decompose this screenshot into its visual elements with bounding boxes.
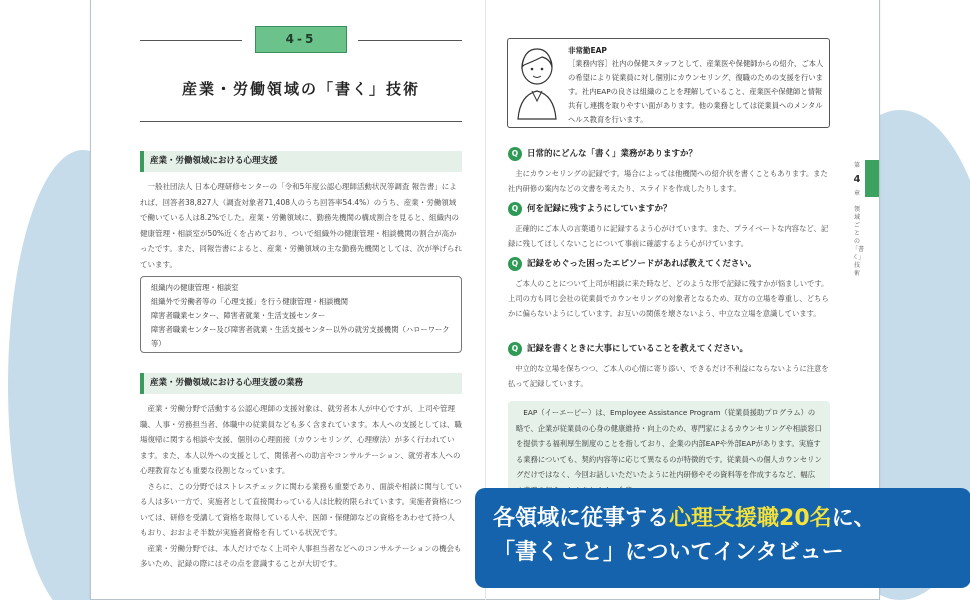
page-title: 産業・労働領域の「書く」技術: [181, 80, 420, 98]
chapter-prefix: 第: [853, 162, 860, 169]
interviewee-name: 非常勤EAP: [568, 46, 607, 55]
header-rule-right: [358, 40, 462, 41]
question-text: 何を記録に残すようにしていますか？: [527, 204, 672, 214]
header-rule-left: [140, 40, 242, 41]
question-1: [508, 146, 830, 162]
answer-1: 主にカウンセリングの記録です。場合によっては他機関への紹介状を書くこともあります。また社内研修の案内などの文書を考えたり、スライドを作成したりします。: [508, 169, 828, 193]
question-text: 記録をめぐった困ったエピソードがあれば教えてください。: [527, 259, 757, 269]
question-text: 記録を書くときに大事にしていることを教えてください。: [527, 344, 749, 354]
list-item: 組織内の健康管理・相談室: [151, 283, 239, 292]
section-number-tab: 4-5: [255, 26, 347, 53]
question-badge-icon: Q: [508, 342, 522, 356]
list-item: 障害者職業センター及び障害者就業・生活支援センター以外の就労支援機関（ハローワーク等）: [151, 325, 450, 348]
paragraph: 一般社団法人 日本心理研修センターの「令和5年度公認心理師活動状況等調査 報告書」によれば、回答者38,827人（調査対象者71,408人のうち回答率54.4%）のうち、産業・労働領域で働いている人は8.2%でした。産業・労働領域に、勤務先機関の構成割合を見ると、組織内の健康管理・相談室が50%近くを占めており、ついで組織外の健康管理・相談機関の割合が高かったです。また、同報告書によると、産業・労働領域の主な勤務先機関としては、次が挙げられています。: [140, 182, 462, 269]
question-badge-icon: Q: [508, 147, 522, 161]
list-item: 組織外で労働者等の「心理支援」を行う健康管理・相談機関: [151, 297, 349, 306]
answer-4: 中立的な立場を保ちつつ、ご本人の心情に寄り添い、できるだけ不利益にならないように注意を払って記録しています。: [508, 364, 829, 388]
question-4: [508, 341, 830, 357]
section-body-psych-support: [140, 179, 462, 272]
banner-text: に、: [831, 506, 876, 531]
chapter-suffix: 章: [853, 190, 860, 197]
banner-line-1: [493, 502, 970, 536]
question-badge-icon: Q: [508, 202, 522, 216]
banner-line-2: 「書くこと」についてインタビュー: [493, 540, 844, 565]
interviewee-profile: [507, 38, 830, 128]
list-item: 障害者職業センター、障害者就業・生活支援センター: [151, 311, 326, 320]
banner-text: 各領域に従事する: [493, 506, 670, 531]
section-body-support-work: [140, 401, 462, 572]
interviewee-description: ［業務内容］社内の保健スタッフとして、産業医や保健師からの紹介、ご本人の希望により従業員に対し個別にカウンセリング、復職のための支援を行います。社内EAPの良さは組織のことを理解していること、産業医や保健師と情報共有し連携を取りやすい面があります。他の業務としては従業員へのメンタルヘルス教育を行います。: [568, 59, 824, 124]
paragraph: 産業・労働分野で活動する公認心理師の支援対象は、就労者本人が中心ですが、上司や管理職、人事・労務担当者、体職中の従業員なども多く含まれています。本人への支援としては、職場復帰に関する相談や支援、個別の心理面接（カウンセリング、心理療法）が多く行われています。また、本人以外への支援として、関係者への助言やコンサルテーション、就労者本人への心理教育なども重要な役割となっています。: [140, 404, 462, 475]
question-2: [508, 201, 830, 217]
chapter-number: 4: [853, 174, 861, 185]
paragraph: 産業・労働分野では、本人だけでなく上司や人事担当者などへのコンサルテーションの機会も多いため、記録の際にはその点を意識することが大切です。: [140, 543, 462, 568]
chapter-index-tab: [865, 160, 879, 197]
question-3: [508, 256, 830, 272]
interview-caption-banner: [475, 488, 970, 588]
answer-3: ご本人のことについて上司が相談に来た時など、どのような形で記録に残すかが悩ましいです。上司の方も同じ会社の従業員でカウンセリングの対象者となるため、双方の立場を尊重し、どちらかに偏らないようにしています。お互いの関係を壊さないよう、中立な立場を意識しています。: [508, 279, 829, 318]
question-badge-icon: Q: [508, 257, 522, 271]
workplace-list-box: [140, 276, 462, 353]
chapter-title-vertical: 領域ごとの「書く」技術: [852, 206, 865, 277]
title-divider: [140, 121, 462, 122]
answer-2: 正確的にご本人の言葉通りに記録するよう心がけています。また、プライベートな内容など、記録に残してほしくないことについて事前に確認するよう心がけています。: [508, 224, 829, 248]
paragraph: さらに、この分野ではストレスチェックに関わる業務も重要であり、面談や相談に関与している人は多い一方で、実施者として直接関わっている人は比較的限られています。実施者資格については、研修を受講して資格を取得している人や、医師・保健師などの資格をあわせて持つ人もおり、おおよそ半数が実施者資格を有している状況です。: [140, 481, 462, 537]
question-text: 日常的にどんな「書く」業務がありますか？: [527, 149, 698, 159]
eap-note-box: EAP（イーエーピー）は、Employee Assistance Program（従業員援助プログラム）の略で、企業が従業員の心身の健康維持・向上のため、専門家によるカウンセリングや相談窓口を提供する福利厚生制度のことを指しており、企業の内部EAPや外部EAPがあります。実施する業務についても、契約内容等に応じて異なるのが特徴的です。従業員への個人カウンセリングだけではなく、今回お話しいただいたように社内研修やその資料等を作成するなど、幅広: [508, 401, 830, 511]
banner-highlight: 心理支援職20名: [669, 506, 832, 531]
interviewee-avatar-icon: [514, 45, 560, 121]
section-heading-psych-support: 産業・労働領域における心理支援: [140, 151, 462, 172]
section-heading-support-work: 産業・労働領域における心理支援の業務: [140, 373, 462, 394]
